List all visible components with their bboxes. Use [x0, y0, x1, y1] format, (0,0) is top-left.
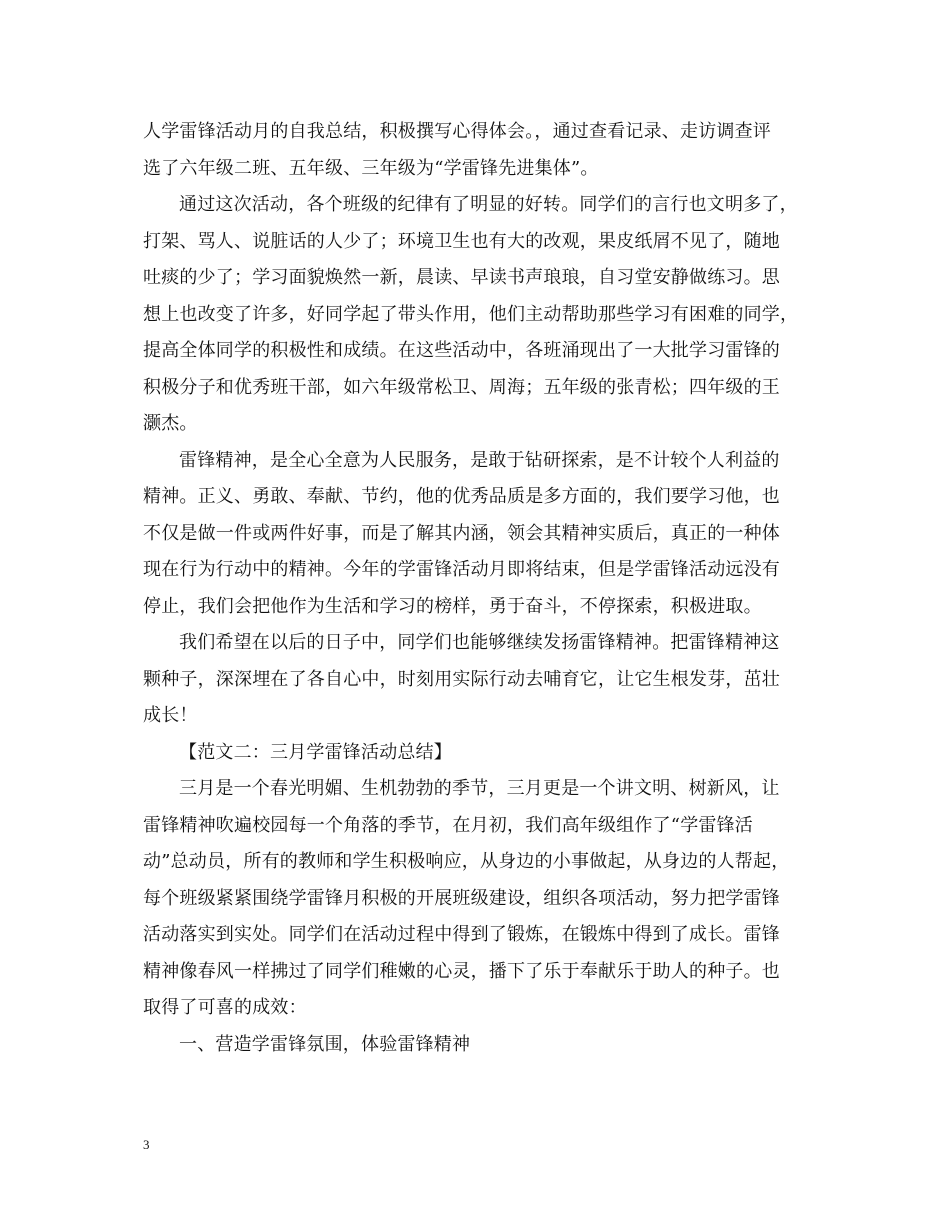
text-line: 提高全体同学的积极性和成绩。在这些活动中，各班涌现出了一大批学习雷锋的: [143, 340, 780, 361]
text-line: 选了六年级二班、五年级、三年级为“学雷锋先进集体”。: [143, 157, 599, 179]
section-heading: 【范文二：三月学雷锋活动总结】: [179, 741, 452, 763]
paragraph-start-line: 三月是一个春光明媚、生机勃勃的季节，三月更是一个讲文明、树新风，让: [179, 778, 780, 799]
text-line: 不仅是做一件或两件好事，而是了解其内涵，领会其精神实质后，真正的一种体: [143, 522, 780, 544]
text-line: 停止，我们会把他作为生活和学习的榜样，勇于奋斗，不停探索，积极进取。: [143, 595, 762, 617]
text-line: 每个班级紧紧围绕学雷锋月积极的开展班级建设，组织各项活动，努力把学雷锋: [143, 887, 780, 909]
text-line: 现在行为行动中的精神。今年的学雷锋活动月即将结束，但是学雷锋活动远没有: [143, 559, 780, 580]
text-line: 雷锋精神吹遍校园每一个角落的季节，在月初，我们高年级组作了“学雷锋活: [143, 814, 753, 836]
text-line: 人学雷锋活动月的自我总结，积极撰写心得体会。，通过查看记录、走访调查评: [143, 121, 771, 142]
document-body: [143, 114, 808, 1063]
text-line: 动”总动员，所有的教师和学生积极响应，从身边的小事做起，从身边的人帮起，: [143, 851, 790, 872]
text-line: 积极分子和优秀班干部，如六年级常松卫、周海；五年级的张青松；四年级的王: [143, 376, 780, 398]
text-line: 颗种子，深深埋在了各自心中，时刻用实际行动去哺育它，让它生根发芽，茁壮: [143, 668, 780, 690]
paragraph-start-line: 我们希望在以后的日子中，同学们也能够继续发扬雷锋精神。把雷锋精神这: [179, 632, 780, 653]
text-line: 灏杰。: [143, 413, 198, 434]
paragraph-start-line: 雷锋精神，是全心全意为人民服务，是敢于钻研探索，是不计较个人利益的: [179, 449, 780, 471]
text-line: 吐痰的少了；学习面貌焕然一新，晨读、早读书声琅琅，自习堂安静做练习。思: [143, 267, 780, 288]
text-line: 取得了可喜的成效：: [143, 997, 307, 1018]
text-line: 想上也改变了许多，好同学起了带头作用，他们主动帮助那些学习有困难的同学，: [143, 303, 799, 325]
text-line: 精神。正义、勇敢、奉献、节约，他的优秀品质是多方面的，我们要学习他，也: [143, 486, 780, 507]
paragraph-start-line: 通过这次活动，各个班级的纪律有了明显的好转。同学们的言行也文明多了，: [179, 194, 798, 215]
text-line: 精神像春风一样拂过了同学们稚嫩的心灵，播下了乐于奉献乐于助人的种子。也: [143, 960, 780, 982]
text-line: 打架、骂人、说脏话的人少了；环境卫生也有大的改观，果皮纸屑不见了，随地: [143, 230, 780, 252]
text-line: 成长！: [143, 705, 198, 726]
text-line: 活动落实到实处。同学们在活动过程中得到了锻炼，在锻炼中得到了成长。雷锋: [143, 924, 780, 945]
page-number: 3: [143, 1137, 150, 1152]
subsection-heading: 一、营造学雷锋氛围，体验雷锋精神: [179, 1033, 471, 1055]
